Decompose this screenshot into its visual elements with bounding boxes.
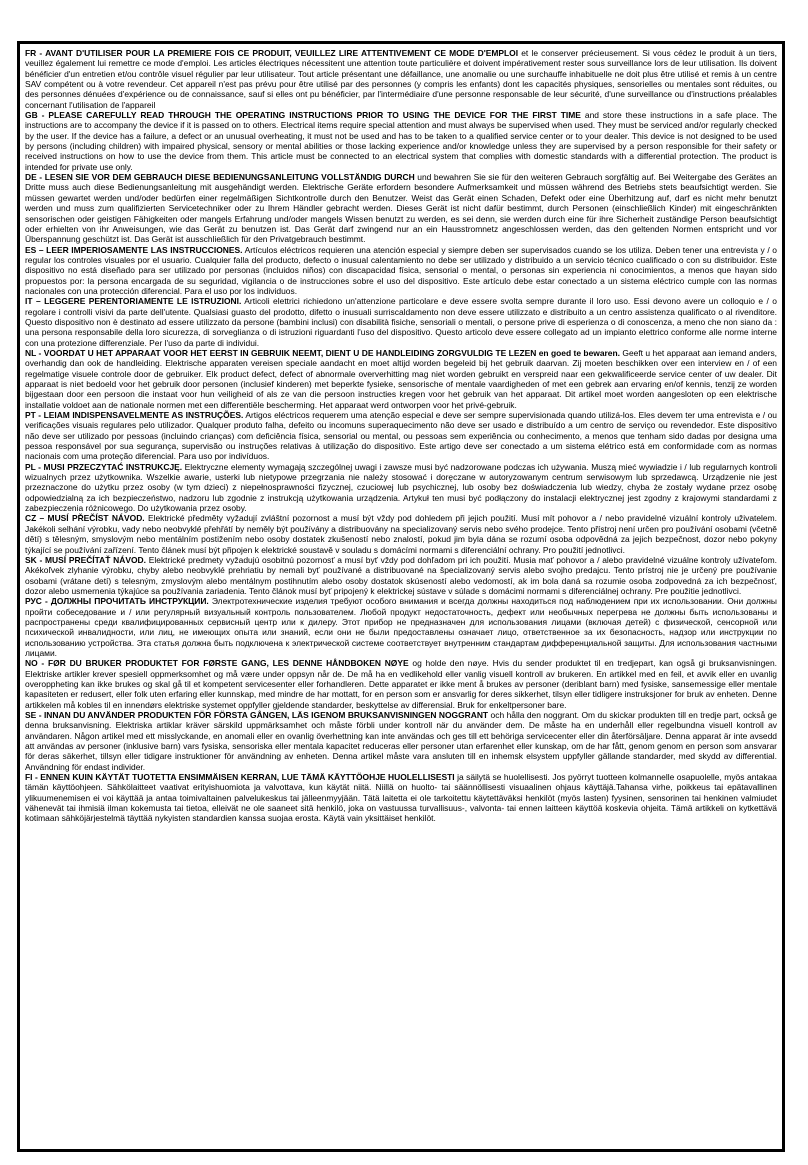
section-heading: GB - PLEASE CAREFULLY READ THROUGH THE OPERATING INSTRUCTIONS PRIOR TO USING THE DEVICE FOR THE FIRST TIME: [25, 110, 581, 121]
section-body: et le conserver précieusement. Si vous cédez le produit à un tiers, veuillez également lui remettre ce mode d'emploi. Les articles électriques nécessitent une attention toute particulière et doivent impérativement rester sous surveillance lors de leur utilisation. Ils doivent bénéficier d'un entretien et/ou contrôle visuel régulier par leur utilisateur. Tout article présentant une défaillance, une anomalie ou une surchauffe inhabituelle ne doit plus être utilisé et remis à un centre SAV compétent ou à votre revendeur. Cet appareil n'est pas prévu pour être utilisé par des personnes (y compris les enfants) dont les capacités physiques, sensorielles ou mentales sont réduites, ou des personnes dénuées d'expérience ou de connaissance, sauf si elles ont pu bénéficier, par l'intermédiaire d'une personne responsable de leur sécurité, d'une surveillance ou d'instructions préalables concernant l'utilisation de l'appareil: [25, 48, 777, 110]
section-heading: SK - MUSÍ PREČÍTAŤ NÁVOD.: [25, 554, 146, 565]
section-heading: SE - INNAN DU ANVÄNDER PRODUKTEN FÖR FÖRSTA GÅNGEN, LÄS IGENOM BRUKSANVISNINGEN NOGGRANT: [25, 710, 489, 720]
section-body: Artigos eléctricos requerem uma atenção especial e deve ser sempre supervisionada quando utilizá-los. Eles devem ter uma entrevista e / ou verificações visuais regulares pelo utilizador. Qualquer produto falha, defeito ou incomuns superaquecimento não deve ser usado e distribuído a um centro de serviço ou revendedor. Este dispositivo não deve ser utilizado por pessoas (incluindo crianças) com deficiência física, sensorial ou mental, ou pessoas sem experiência ou conhecimento, a menos que tenham sido dadas por designa uma pessoa responsável por sua segurança, supervisão ou instruções relativas à utilização do dispositivo. Este artigo deve ser conectado a um sistema elétrico está em conformidade com as normas nacionais com uma proteção diferencial. Para uso por indivíduos.: [25, 410, 777, 462]
section-pt: [25, 410, 777, 462]
section-heading: ES – LEER IMPERIOSAMENTE LAS INSTRUCCIONES.: [25, 244, 243, 255]
section-body: Elektrické předměty vyžadují zvláštní pozornost a musí být vždy pod dohledem při jejich použití. Musí mít pohovor a / nebo pravidelné vizuální kontroly uživatelem. Jakékoli selhání výrobku, vady nebo neobvyklé přehřátí by neměly být používány a distribuovány na specializovaný servis nebo svého prodejce. Tento přístroj není určen pro používání osobami (včetně dětí) s tělesným, smyslovým nebo mentálním postižením nebo osoby dostatek zkušeností nebo znalostí, pokud jim byla dána se rozumí osoba odpovědná za jejich bezpečnost, dozor nebo pokyny týkající se používání zařízení. Tento článek musí být připojen k elektrické soustavě v souladu s domácími normami s diferenciální ochrany. Pro použití jednotlivci.: [25, 513, 777, 555]
section-heading: CZ – MUSÍ PŘEČÍST NÁVOD.: [25, 513, 145, 524]
section-heading: IT – LEGGERE PERENTORIAMENTE LE ISTRUZIONI.: [25, 296, 242, 307]
section-heading: NO - FØR DU BRUKER PRODUKTET FOR FØRSTE GANG, LES DENNE HÅNDBOKEN NØYE: [25, 658, 409, 669]
section-sk: [25, 555, 777, 596]
section-body: Elektryczne elementy wymagają szczególnej uwagi i zawsze musi być nadzorowane podczas ich używania. Muszą mieć wywiadzie i / lub regularnych kontroli wizualnych przez użytkownika. Wszelkie awarie, usterki lub nietypowe przegrzania nie należy stosować i doręczane w autoryzowanym centrum serwisowym lub sprzedawcą. Urządzenie nie jest przeznaczone do użytku przez osoby (w tym dzieci) z niepełnosprawności fizycznej, czuciowej lub psychicznej, lub osoby bez doświadczenia lub wiedzy, chyba że zostały wydane przez osobę odpowiedzialną za ich bezpieczeństwo, nadzoru lub zgodnie z instrukcją użytkowania urządzenia. Artykuł ten musi być podłączony do instalacji elektrycznej jest zgodny z krajowymi standardami z zabezpieczenia różnicowego. Do użytkowania przez osoby.: [25, 461, 777, 514]
section-heading: PT - LEIAM INDISPENSAVELMENTE AS INSTRUÇÕES.: [25, 410, 244, 421]
section-heading: FR - AVANT D'UTILISER POUR LA PREMIERE FOIS CE PRODUIT, VEUILLEZ LIRE ATTENTIVEMENT CE MODE D'EMPLOI: [25, 48, 519, 58]
section-body: ja säilytä se huolellisesti. Jos pyörryt tuotteen kolmannelle osapuolelle, myös antakaa tämän käyttöohjeen. Sähkölaitteet vaativat erityishuomiota ja valvottava, kun käytät niitä. Niillä on huolto- tai säännöllisesti visuaalinen ohjaus käyttäjä.Tahansa virhe, poikkeus tai epätavallinen ylikuumenemisen ei voi käyttää ja antaa toimivaltainen palvelukeskus tai jälleenmyyjään. Tätä laitetta ei ole tarkoitettu käytettäväksi henkilöt (myös lasten) fyysinen, sensorinen tai henkinen valmiudet vähenevät tai ihmisiä ilman kokemusta tai tietoa, elleivät ne ole saaneet sitä henkilö, joka on vastuussa turvallisuus-, valvonta- tai ennen laitteen käyttöä koskevia ohjeita. Tämä artikkeli on kytkettävä kotimaan sähköjärjestelmä täyttää nykyisten standardien kanssa suojaa erosta. Käytä vain yksittäiset henkilöt.: [25, 772, 777, 824]
section-nl: [25, 348, 777, 410]
section-body: Geeft u het apparaat aan iemand anders, overhandig dan ook de handleiding. Elektrische apparaten vereisen speciale aandacht en moet altijd worden begeleid bij het gebruik daarvan. Zij moeten beschikken over een interview en / of een regelmatige visuele controle door de gebruiker. Elk product defect, defect of abnormale oververhitting mag niet worden gebruikt en verspreid naar een gekwalificeerde service center of uw dealer. Dit apparaat is niet bedoeld voor het gebruik door personen (inclusief kinderen) met beperkte fysieke, sensorische of mentale vaardigheden of met een gebrek aan ervaring en/of kennis, tenzij ze worden bijgestaan door een persoon die instaat voor hun veiligheid of als ze van die persoon instructies kregen voor het gebruik van het apparaat. Dit artikel moet worden aangesloten op een elektrische installatie voldoet aan de nationale normen met een differentiële bescherming. Het apparaat werd ontworpen voor het privé-gebruik.: [25, 347, 778, 410]
section-heading: FI - ENNEN KUIN KÄYTÄT TUOTETTA ENSIMMÄISEN KERRAN, LUE TÄMÄ KÄYTTÖOHJE HUOLELLISESTI: [25, 772, 455, 783]
section-fr: [25, 48, 777, 110]
section-cz: [25, 513, 777, 554]
section-heading: DE - LESEN SIE VOR DEM GEBRAUCH DIESE BEDIENUNGSANLEITUNG VOLLSTÄNDIG DURCH: [25, 172, 415, 183]
section-pl: [25, 462, 777, 514]
section-de: [25, 172, 777, 244]
section-body: Artículos eléctricos requieren una atención especial y siempre deben ser supervisados cuando se los utiliza. Deben tener una entrevista y / o regular los controles visuales por el usuario. Cualquier falla del producto, defecto o inusual calentamiento no debe ser utilizado y distribuido a un servicio técnico cualificado o con su distribuidor. Este dispositivo no está diseñado para ser utilizado por personas (incluidos niños) con discapacidad física, sensorial o mental, o personas sin experiencia ni conocimientos, a menos que hayan sido propuestos por: la persona encargada de su seguridad, vigilancia o de instrucciones sobre el uso del dispositivo. Este artículo debe estar conectado a un sistema eléctrico cumple con las normas nacionales con una protección diferencial. Para el uso por los individuos.: [25, 244, 777, 296]
section-se: [25, 710, 777, 772]
section-fi: [25, 772, 777, 824]
section-body: Elektrické predmety vyžadujú osobitnú pozornosť a musí byť vždy pod dohľadom pri ich použití. Musia mať pohovor a / alebo pravidelné vizuálne kontroly užívateľom. Akékoľvek zlyhanie výrobku, chyby alebo neobvyklé prehriatiu by nemali byť používané a distribuované na špecializovaný servis alebo svojho predajcu. Tento prístroj nie je určený pre používanie osobami (vrátane detí) s telesným, zmyslovým alebo mentálnym postihnutím alebo osoby dostatok skúseností alebo vedomostí, ak im bola daná sa rozumie osoba zodpovedná za ich bezpečnosť, dozor alebo usmernenia týkajúce sa používania zariadenia. Tento článok musí byť pripojený k elektrickej sústave v súlade s domácimi normami s diferenciálnej ochrany. Pre použitie jednotlivci.: [25, 554, 777, 596]
section-es: [25, 245, 777, 297]
section-no: [25, 658, 777, 710]
section-body: and store these instructions in a safe place. The instructions are to accompany the device if it is passed on to others. Electrical items require special attention and must always be supervised when used. They must be serviced and/or regularly checked by the user. If the device has a failure, a defect or an unusual overheating, it must not be used and has to be taken to a qualified service center or to your dealer. This device is not designed to be used by persons (including children) with impaired physical, sensory or mental abilities or those lacking experience and/or knowledge unless they are supervised by a person responsible for their safety or received instructions on how to use the device from them. This article must be connected to an electrical system that complies with domestic standards with a differential protection. The product is intended for private use only.: [25, 110, 778, 172]
section-body: Электротехнические изделия требуют особого внимания и всегда должны находиться под наблюдением при их использовании. Они должны пройти собеседование и / или регулярный визуальный контроль пользователем. Любой продукт недостаточность, дефект или необычных перегрева не должны быть использованы и распространены среди квалифицированных сервисный центр или к дилеру. Этот прибор не предназначен для использования лицами (включая детей) с физической, сенсорной или психической инвалидности, или лиц, не имеющих опыта или знаний, если они не были предоставлены означает лицо, ответственное за их безопасность, надзор или инструкции по использованию устройства. Эта статья должна быть подключена к электрической системе соответствует внутренним стандартам дифференциальной защиты. Для использования частными лицами.: [25, 596, 777, 658]
section-body: Articoli elettrici richiedono un'attenzione particolare e deve essere svolta sempre durante il loro uso. Essi devono avere un colloquio e / o regolare i controlli visivi da parte dell'utente. Qualsiasi guasto del prodotto, difetto o inusuali surriscaldamento non deve essere utilizzato e distribuito a un centro assistenza qualificato o al rivenditore. Questo dispositivo non è destinato ad essere utilizzato da persone (bambini inclusi) con disabilità fisiche, sensoriali o mentali, o persone prive di esperienza o di conoscenza, a meno che non siano da : una persona responsabile della loro sicurezza, di sorveglianza o di istruzioni riguardanti l'uso del dispositivo. Questo articolo deve essere collegato ad un impianto elettrico conforme alle norme interne con una protezione differenziale. Per l'uso da parte di individui.: [25, 296, 777, 348]
section-heading: PL - MUSI PRZECZYTAĆ INSTRUKCJĘ.: [25, 461, 183, 472]
instructions-frame: [17, 41, 785, 1152]
section-ru: [25, 596, 777, 658]
section-it: [25, 296, 777, 348]
section-body: och hålla den noggrant. Om du skickar produkten till en tredje part, också ge denna bruksanvisning. Elektriska artiklar kräver särskild uppmärksamhet och måste förbli under kontroll när du använder dem. De måste ha en underhåll eller regelbundna visuell kontroll av användaren. Någon artikel med ett misslyckande, en anomali eller en ovanlig överhettning kan inte användas och ges till ett behöriga servicecenter eller din återförsäljare. Denna apparat är inte avsedd att användas av personer (inklusive barn) vars fysiska, sensoriska eller mentala kapacitet reduceras eller personer utan erfarenhet eller kunskap, om de har fått, genom genom en person som ansvarar för deras säkerhet, tillsyn eller tidigare instruktioner för användning av enheten. Denna artikel måste vara ansluten till en inhemsk elsystem uppfyller gällande standarder, med skydd av differential. Användning för endast individer.: [25, 710, 777, 772]
section-heading: РУС - ДОЛЖНЫ ПРОЧИТАТЬ ИНСТРУКЦИИ.: [25, 596, 209, 607]
safety-instructions-text: [25, 48, 777, 824]
section-gb: [25, 110, 777, 172]
section-body: og holde den nøye. Hvis du sender produktet til en tredjepart, kan også gi bruksanvisningen. Elektriske artikler krever spesiell oppmerksomhet og må være under oppsyn når de. De må ha en vedlikehold eller vanlig visuell kontroll av brukeren. En artikkel med en feil, et avvik eller en uvanlig overoppheting kan ikke brukes og skal gå til et kompetent servicesenter eller forhandleren. Dette apparatet er ikke ment å brukes av personer (deriblant barn) med fysiske, sansemessige eller mentale kapasiteten er redusert, eller folk uten erfaring eller kunnskap, med mindre de har mottatt, for en person som er ansvarlig for deres sikkerhet, tilsyn eller tidligere instruksjoner for bruk av enheten. Denne artikkelen må kobles til en innendørs elektriske systemet oppfyller gjeldende standarder, beskyttelse av differensial. Bruk for enkeltpersoner bare.: [25, 658, 777, 710]
section-heading: NL - VOORDAT U HET APPARAAT VOOR HET EERST IN GEBRUIK NEEMT, DIENT U DE HANDLEIDING ZORGVULDIG TE LEZEN en goed te bewaren.: [25, 347, 620, 358]
section-body: und bewahren Sie sie für den weiteren Gebrauch sorgfältig auf. Bei Weitergabe des Gerätes an Dritte muss auch diese Bedienungsanleitung mit ausgehändigt werden. Elektrische Geräte erfordern besondere Aufmerksamkeit und müssen während des Betriebs stets beaufsichtigt werden. Sie müssen gewartet werden und/oder bedürfen einer regelmäßigen Sichtkontrolle durch den Benutzer. Weist das Gerät einen Schaden, Defekt oder eine Überhitzung auf, darf es nicht mehr benutzt werden und muss zum qualifizierten Servicetechniker oder zu Ihrem Händler gebracht werden. Dieses Gerät ist nicht dafür bestimmt, durch Personen (einschließlich Kinder) mit eingeschränkten sensorischen oder geistigen Fähigkeiten oder mangels Erfahrung und/oder mangels Wissen benutzt zu werden, es sei denn, sie werden durch eine für ihre Sicherheit zuständige Person beaufsichtigt oder erhielten von ihr Anweisungen, wie das Gerät zu benutzen ist. Das Gerät darf zwingend nur an ein Hausstromnetz angeschlossen werden, das den geltenden Normen entspricht und vor Überspannung geschützt ist. Das Gerät ist ausschließlich für den Privatgebrauch bestimmt.: [25, 172, 777, 245]
